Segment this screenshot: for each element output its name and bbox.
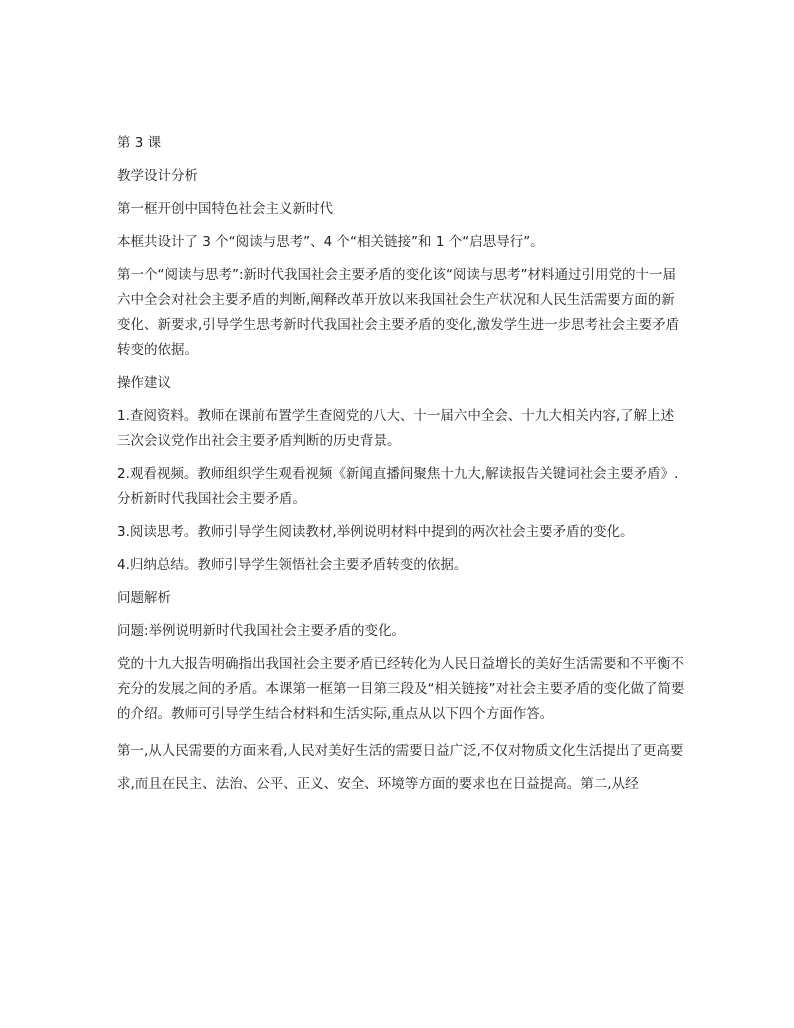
answer-paragraph: 党的十九大报告明确指出我国社会主要矛盾已经转化为人民日益增长的美好生活需要和不平衡不充分的发展之间的矛盾。本课第一框第一目第三段及“相关链接”对社会主要矛盾的变化做了简要的介绍。教师可引导学生结合材料和生活实际,重点从以下四个方面作答。	[117, 656, 685, 722]
document-body	[117, 131, 687, 801]
operation-heading: 操作建议	[117, 375, 171, 391]
answer-paragraph: 第一,从人民需要的方面来看,人民对美好生活的需要日益广泛,不仅对物质文化生活提出了更高要求,而且在民主、法治、公平、正义、安全、环境等方面的要求也在日益提高。第二,从经	[117, 743, 684, 792]
lesson-number: 第 3 课	[117, 135, 162, 151]
section-title: 教学设计分析	[117, 168, 198, 184]
step-item: 3.阅读思考。教师引导学生阅读教材,举例说明材料中提到的两次社会主要矛盾的变化。	[117, 524, 634, 540]
first-reading-paragraph: 第一个“阅读与思考”:新时代我国社会主要矛盾的变化该“阅读与思考”材料通过引用党的十一届六中全会对社会主要矛盾的判断,阐释改革开放以来我国社会生产状况和人民生活需要方面的新变化、新要求,引导学生思考新时代我国社会主要矛盾的变化,激发学生进一步思考社会主要矛盾转变的依据。	[117, 267, 680, 358]
overview-paragraph: 本框共设计了 3 个“阅读与思考”、4 个“相关链接”和 1 个“启思导行”。	[117, 234, 544, 250]
frame-title: 第一框开创中国特色社会主义新时代	[117, 201, 333, 217]
step-item: 4.归纳总结。教师引导学生领悟社会主要矛盾转变的依据。	[117, 557, 468, 573]
step-item: 2.观看视频。教师组织学生观看视频《新闻直播间聚焦十九大,解读报告关键词社会主要矛盾》.分析新时代我国社会主要矛盾。	[117, 466, 679, 507]
analysis-heading: 问题解析	[117, 590, 171, 606]
question-paragraph: 问题:举例说明新时代我国社会主要矛盾的变化。	[117, 623, 406, 639]
step-item: 1.查阅资料。教师在课前布置学生查阅党的八大、十一届六中全会、十九大相关内容,了解上述三次会议党作出社会主要矛盾判断的历史背景。	[117, 408, 675, 449]
